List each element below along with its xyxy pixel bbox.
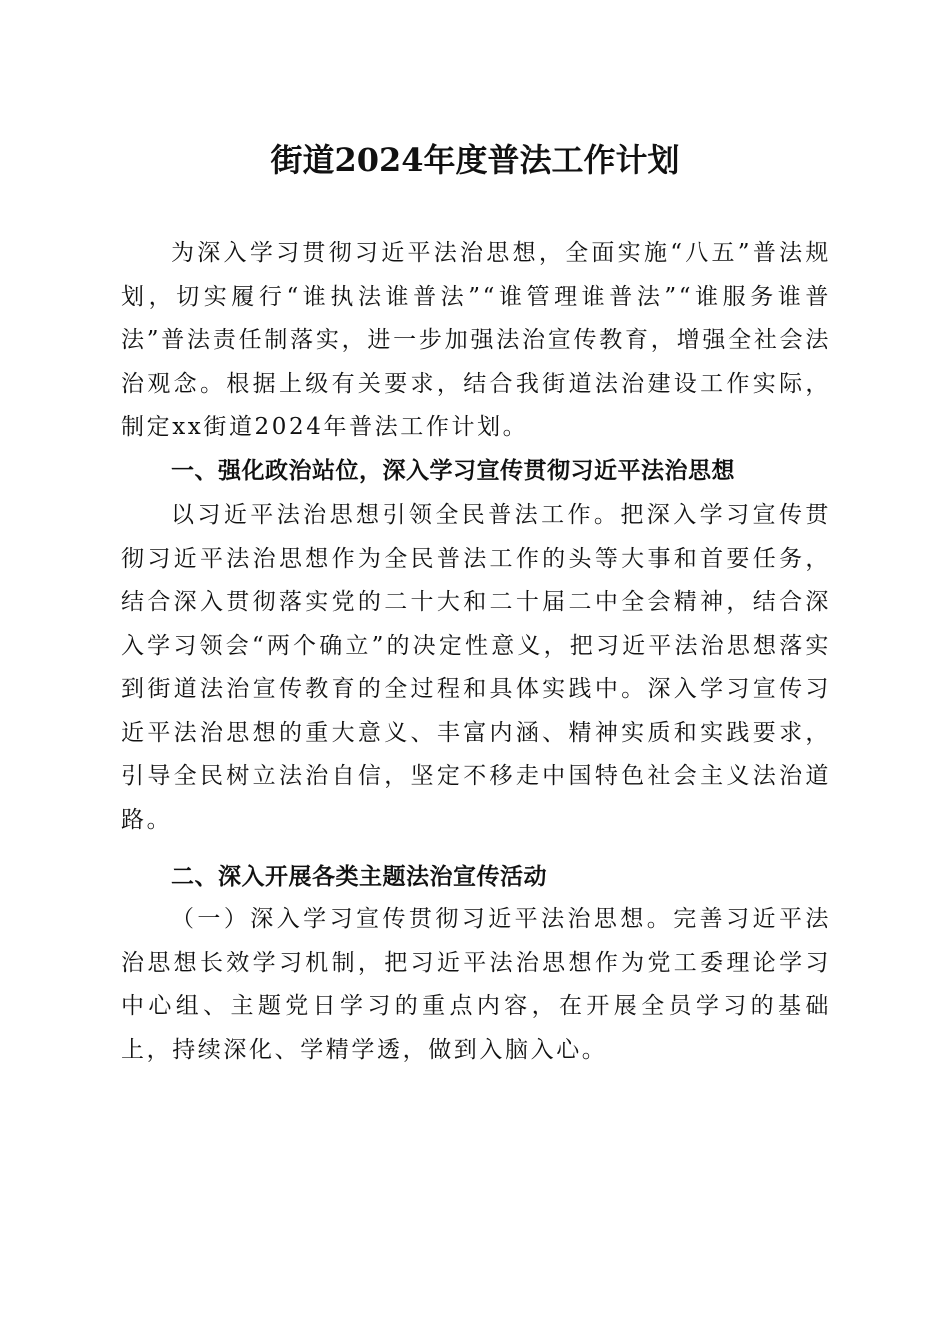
section-heading-2: 二、深入开展各类主题法治宣传活动 bbox=[171, 864, 547, 890]
section-heading-1: 一、强化政治站位，深入学习宣传贯彻习近平法治思想 bbox=[171, 458, 735, 484]
section-paragraph-1: 以习近平法治思想引领全民普法工作。把深入学习宣传贯彻习近平法治思想作为全民普法工作的头等大事和首要任务，结合深入贯彻落实党的二十大和二十届二中全会精神，结合深入学习领会“两个确立”的决定性意义，把习近平法治思想落实到街道法治宣传教育的全过程和具体实践中。深入学习宣传习近平法治思想的重大意义、丰富内涵、精神实质和实践要求，引导全民树立法治自信，坚定不移走中国特色社会主义法治道路。 bbox=[121, 502, 831, 833]
intro-paragraph: 为深入学习贯彻习近平法治思想，全面实施“八五”普法规划，切实履行“谁执法谁普法”“谁管理谁普法”“谁服务谁普法”普法责任制落实，进一步加强法治宣传教育，增强全社会法治观念。根据上级有关要求，结合我街道法治建设工作实际，制定xx街道2024年普法工作计划。 bbox=[121, 240, 831, 440]
section-paragraph-2: （一）深入学习宣传贯彻习近平法治思想。完善习近平法治思想长效学习机制，把习近平法治思想作为党工委理论学习中心组、主题党日学习的重点内容，在开展全员学习的基础上，持续深化、学精学透，做到入脑入心。 bbox=[121, 906, 831, 1063]
document-title: 街道2024年度普法工作计划 bbox=[270, 141, 680, 179]
